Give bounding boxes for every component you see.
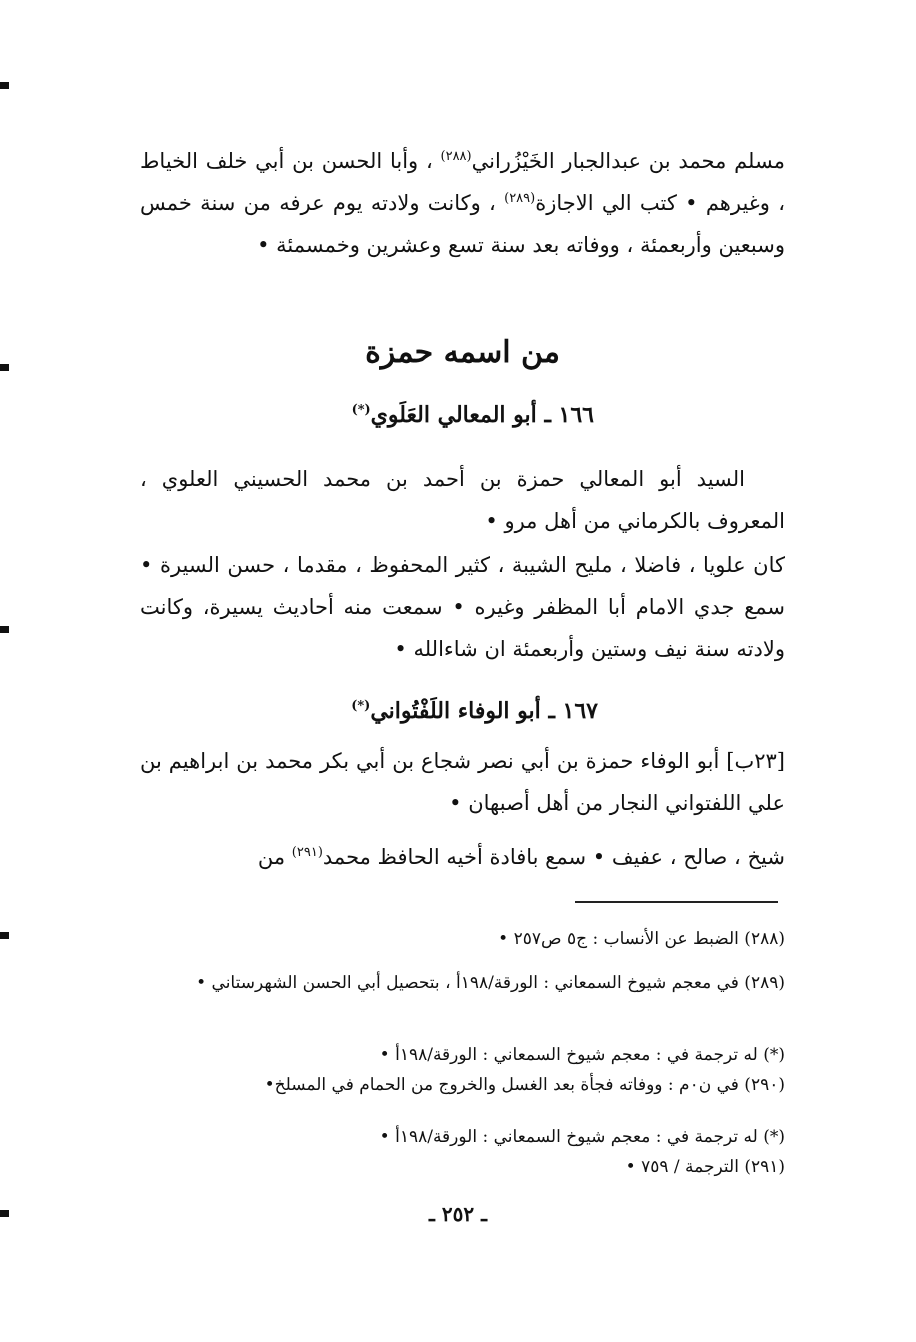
entry-167-text-2b: من — [257, 845, 286, 869]
footnote-288: (٢٨٨) الضبط عن الأنساب : ج٥ ص٢٥٧ • — [498, 929, 785, 949]
entry-167-text-2a: شيخ ، صالح ، عفيف • سمع بافادة أخيه الحافظ محمد — [322, 845, 785, 869]
footnote-ref-288: (٢٨٨) — [440, 149, 472, 164]
entry-166-star: (*) — [351, 402, 371, 418]
entry-167-text-1: [٢٣ب] أبو الوفاء حمزة بن أبي نصر شجاع بن أبي بكر محمد بن ابراهيم بن علي اللفتواني النجار من أهل أصبهان • — [140, 749, 785, 815]
entry-166-paragraph-1 — [140, 458, 785, 542]
intro-paragraph — [140, 140, 785, 266]
intro-line-1: مسلم محمد بن عبدالجبار الخَيْزُراني — [471, 149, 785, 173]
footnote-separator — [575, 901, 778, 903]
entry-166-text-2: كان علويا ، فاضلا ، مليح الشيبة ، كثير المحفوظ ، مقدما ، حسن السيرة • سمع جدي الامام أبا المظفر وغيره • سمعت منه أحاديث يسيرة، وكانت ولادته سنة نيف وستين وأربعمئة ان شاءالله • — [140, 553, 785, 661]
scan-mark — [0, 82, 9, 89]
entry-167-heading — [351, 694, 598, 728]
entry-167-paragraph-2 — [140, 836, 785, 878]
entry-166-title: ١٦٦ ـ أبو المعالي العَلَوي — [370, 402, 594, 428]
entry-167-star: (*) — [351, 698, 371, 714]
footnote-ref-289: (٢٨٩) — [504, 191, 536, 206]
section-title: من اسمه حمزة — [365, 335, 560, 370]
scan-mark — [0, 626, 9, 633]
footnote-star-167: (*) له ترجمة في : معجم شيوخ السمعاني : الورقة/١٩٨أ • — [379, 1127, 785, 1147]
scan-mark — [0, 364, 9, 371]
entry-166-heading — [352, 398, 594, 432]
scan-mark — [0, 932, 9, 939]
intro-line-2: ، وأبا الحسن بن أبي خلف الخياط ، وغيرهم • كتب الي الاجازة — [140, 149, 785, 215]
entry-167-title: ١٦٧ ـ أبو الوفاء اللَفْتُواني — [370, 698, 598, 724]
footnote-290: (٢٩٠) في ن٠م : ووفاته فجأة بعد الغسل والخروج من الحمام في المسلخ• — [264, 1075, 785, 1095]
page-number: ـ ٢٥٢ ـ — [429, 1202, 487, 1226]
footnote-289: (٢٨٩) في معجم شيوخ السمعاني : الورقة/١٩٨أ ، بتحصيل أبي الحسن الشهرستاني • — [196, 973, 785, 993]
entry-167-paragraph-1 — [140, 740, 785, 824]
entry-166-paragraph-2 — [140, 544, 785, 670]
entry-166-text-1: السيد أبو المعالي حمزة بن أحمد بن محمد الحسيني العلوي ، المعروف بالكرماني من أهل مرو • — [140, 467, 785, 533]
intro-line-3: ، وكانت ولادته يوم عرفه من سنة خمس وسبعين وأربعمئة ، ووفاته بعد سنة تسع وعشرين وخمسمئة • — [140, 191, 785, 257]
footnote-star-166: (*) له ترجمة في : معجم شيوخ السمعاني : الورقة/١٩٨أ • — [379, 1045, 785, 1065]
footnote-291: (٢٩١) الترجمة / ٧٥٩ • — [625, 1157, 785, 1177]
footnote-ref-291: (٢٩١) — [291, 845, 323, 860]
